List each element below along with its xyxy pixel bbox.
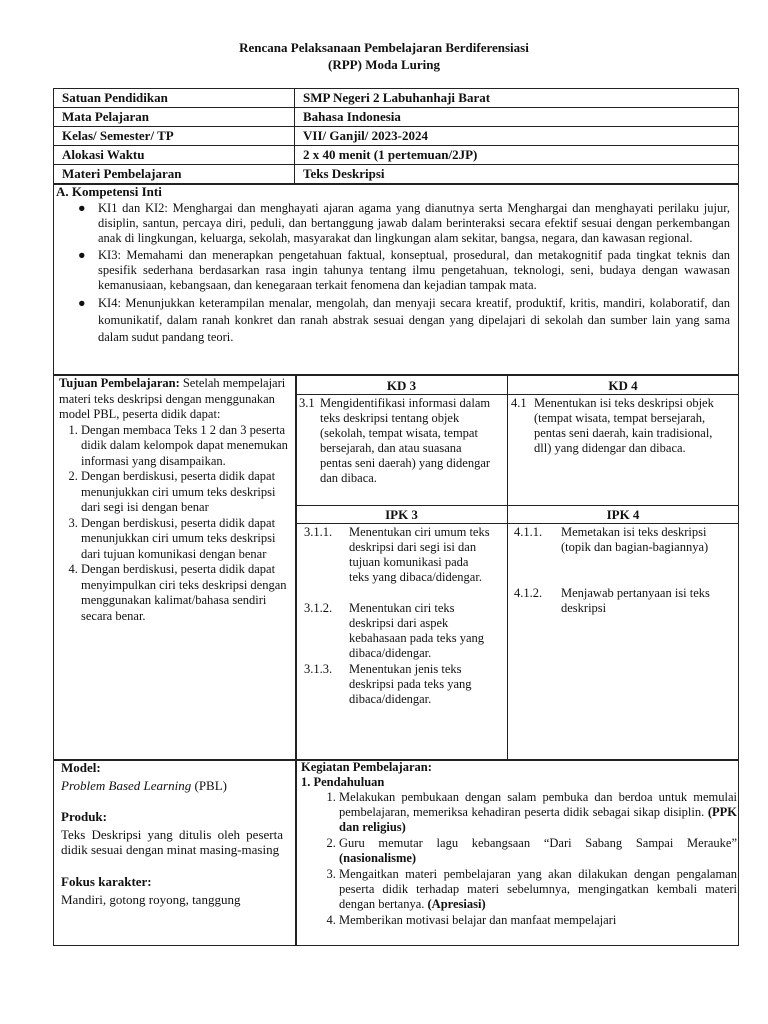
kd4-text: Menentukan isi teks deskripsi objek (tempat wisata, tempat bersejarah, pentas seni daerah, kain tradisional, dll) yang didengar dan dibaca. <box>534 396 714 455</box>
list-item <box>78 295 730 346</box>
info-value: Teks Deskripsi <box>295 165 739 184</box>
table-row <box>54 108 739 127</box>
column-divider <box>507 375 508 760</box>
kegiatan-list <box>301 790 737 928</box>
info-value: 2 x 40 menit (1 pertemuan/2JP) <box>295 146 739 165</box>
list-item: 3. Dengan berdiskusi, peserta didik dapat menunjukkan ciri umum teks deskripsi dari tujuan komunikasi dengan benar <box>81 516 289 563</box>
info-value: Bahasa Indonesia <box>295 108 739 127</box>
model-label: Model: <box>61 760 101 775</box>
list-item <box>339 790 737 835</box>
table-row <box>54 89 739 108</box>
list-item <box>78 248 730 293</box>
ipk3-text: Menentukan jenis teks deskripsi pada teks yang dibaca/didengar. <box>349 662 472 706</box>
ipk4-number: 4.1.2. <box>514 586 543 600</box>
kegiatan-text: Guru memutar lagu kebangsaan “Dari Sabang Sampai Merauke” <box>339 836 737 850</box>
kegiatan-section-title: 1. Pendahuluan <box>301 775 385 789</box>
ipk3-number: 3.1.2. <box>304 601 333 615</box>
ipk3-text: Menentukan ciri teks deskripsi dari aspek kebahasaan pada teks yang dibaca/didengar. <box>349 601 485 660</box>
kegiatan-text: Memberikan motivasi belajar dan manfaat mempelajari <box>339 913 617 927</box>
info-key: Kelas/ Semester/ TP <box>54 127 295 146</box>
kegiatan-tag: (nasionalisme) <box>339 851 417 865</box>
ipk3-text: Menentukan ciri umum teks deskripsi dari segi isi dan tujuan komunikasi pada teks yang dibaca/didengar. <box>349 525 490 584</box>
ki-text: KI1 dan KI2: Menghargai dan menghayati ajaran agama yang dianutnya serta Menghargai dan menghayati perilaku jujur, disiplin, santun, percaya diri, peduli, dan bertanggung jawab dalam berinteraksi secara efektif sesuai dengan perkembangan anak di lingkungan, keluarga, sekolah, masyarakat dan lingkungan alam sekitar, bangsa, negara, dan kawasan regional. <box>98 201 730 245</box>
table-row <box>54 127 739 146</box>
produk-text: Teks Deskripsi yang ditulis oleh peserta didik sesuai dengan minat masing-masing <box>61 826 283 857</box>
identity-table <box>53 88 739 184</box>
ki-text: KI4: Menunjukkan keterampilan menalar, mengolah, dan menyaji secara kreatif, produktif, kritis, mandiri, kolaboratif, dan komunikatif, dalam ranah konkret dan ranah abstrak sesuai dengan yang dipelajari di sekolah dan sumber lain yang sama dalam sudut pandang teori. <box>98 296 730 344</box>
list-item: 1. Dengan membaca Teks 1 2 dan 3 peserta didik dalam kelompok dapat menemukan informasi yang disampaikan. <box>81 423 289 470</box>
list-item <box>78 201 730 246</box>
ipk3-number: 3.1.3. <box>304 662 333 676</box>
row-divider <box>296 523 739 524</box>
ipk4-number: 4.1.1. <box>514 525 543 539</box>
tujuan-intro: Setelah mempelajari materi teks deskripsi dengan menggunakan model PBL, peserta didik dapat: <box>59 376 286 421</box>
row-divider <box>296 394 739 395</box>
kegiatan-label: Kegiatan Pembelajaran: <box>301 760 432 774</box>
table-row <box>54 165 739 184</box>
kd3-text: Mengidentifikasi informasi dalam teks deskripsi tentang objek (sekolah, tempat wisata, tempat bersejarah, dan atau suasana pentas seni daerah) yang didengar dan dibaca. <box>320 396 491 485</box>
kompetensi-inti-title: A. Kompetensi Inti <box>56 184 162 199</box>
model-name: Problem Based Learning <box>61 777 192 793</box>
kegiatan-text: Melakukan pembukaan dengan salam pembuka dan berdoa untuk memulai pembelajaran, memeriksa kehadiran peserta didik sebagai sikap disiplin. <box>339 790 737 819</box>
kd4-number: 4.1 <box>511 396 527 410</box>
model-abbrev: (PBL) <box>191 777 227 793</box>
info-value: VII/ Ganjil/ 2023-2024 <box>295 127 739 146</box>
model-value <box>61 778 283 794</box>
info-value: SMP Negeri 2 Labuhanhaji Barat <box>295 89 739 108</box>
info-key: Satuan Pendidikan <box>54 89 295 108</box>
kd3-header: KD 3 <box>386 378 417 393</box>
ki-text: KI3: Memahami dan menerapkan pengetahuan faktual, konseptual, prosedural, dan metakognitif pada tingkat teknis dan spesifik sederhana berdasarkan rasa ingin tahunya tentang ilmu pengetahuan, teknologi, seni, budaya dengan wawasan kemanusiaan, kebangsaan, dan kenegaraan terkait fenomena dan kejadian tampak mata. <box>98 248 730 292</box>
model-section <box>61 760 283 908</box>
info-key: Mata Pelajaran <box>54 108 295 127</box>
bullet-icon: ● <box>78 201 86 215</box>
kegiatan-text: Mengaitkan materi pembelajaran yang akan dilakukan dengan pengalaman peserta didik terhadap materi sebelumnya, mengingatkan kembali materi dengan bertanya. <box>339 867 737 911</box>
list-item <box>339 867 737 912</box>
info-key: Alokasi Waktu <box>54 146 295 165</box>
fokus-label: Fokus karakter: <box>61 873 152 889</box>
ipk3-header: IPK 3 <box>385 507 418 522</box>
ipk4-text: Memetakan isi teks deskripsi (topik dan bagian-bagiannya) <box>561 525 709 554</box>
tujuan-list <box>59 423 289 625</box>
kompetensi-inti-list <box>78 201 730 348</box>
list-item: 4. Dengan berdiskusi, peserta didik dapat menyimpulkan ciri teks deskripsi dengan menggunakan kalimat/bahasa sendiri secara benar. <box>81 562 289 624</box>
bullet-icon: ● <box>78 248 86 262</box>
list-item <box>339 836 737 866</box>
info-key: Materi Pembelajaran <box>54 165 295 184</box>
table-row <box>54 146 739 165</box>
kegiatan-section <box>301 760 737 929</box>
tujuan-pembelajaran <box>59 376 289 624</box>
bullet-icon: ● <box>78 296 86 310</box>
produk-label: Produk: <box>61 809 107 824</box>
document-subtitle: (RPP) Moda Luring <box>328 57 440 72</box>
list-item: 2. Dengan berdiskusi, peserta didik dapat menunjukkan ciri umum teks deskripsi dari segi isi dengan benar <box>81 469 289 516</box>
ipk4-header: IPK 4 <box>606 507 640 522</box>
ipk4-text: Menjawab pertanyaan isi teks deskripsi <box>561 586 710 615</box>
kd3-number: 3.1 <box>299 396 315 410</box>
fokus-text: Mandiri, gotong royong, tanggung <box>61 892 241 907</box>
ipk3-number: 3.1.1. <box>304 525 333 539</box>
list-item <box>339 913 737 928</box>
document-title: Rencana Pelaksanaan Pembelajaran Berdiferensiasi <box>239 40 529 55</box>
kegiatan-tag: (PPK dan religius) <box>339 805 737 834</box>
kd4-header: KD 4 <box>608 378 638 393</box>
kegiatan-tag: (Apresiasi) <box>427 897 486 911</box>
row-divider <box>296 505 739 506</box>
tujuan-label: Tujuan Pembelajaran: <box>59 376 180 390</box>
